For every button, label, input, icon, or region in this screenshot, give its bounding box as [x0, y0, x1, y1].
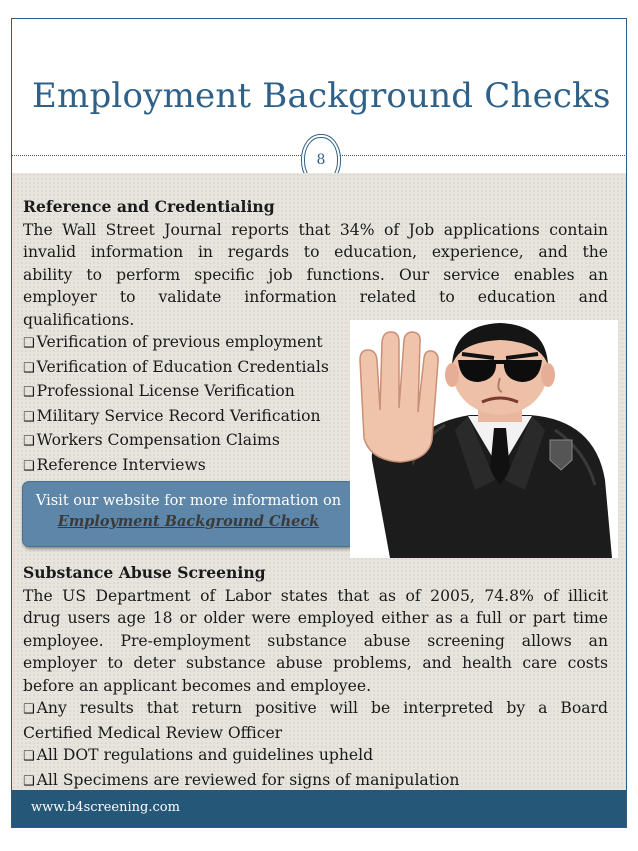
checkbox-icon: ❑: [23, 336, 35, 351]
paragraph-line: drug users age 18 or older were employed either as a full or part time: [23, 609, 608, 627]
security-guard-illustration: [350, 320, 618, 558]
paragraph-line: invalid information in regards to education, experience, and the: [23, 243, 608, 261]
section-substance: [23, 562, 608, 793]
paragraph-line: The US Department of Labor states that as of 2005, 74.8% of illicit: [23, 586, 608, 605]
list-item: ❑ Reference Interviews: [23, 455, 206, 474]
checkbox-icon: ❑: [23, 749, 35, 764]
page-number-badge: 8: [304, 137, 338, 183]
checkbox-icon: ❑: [23, 773, 35, 789]
paragraph-line: ability to perform specific job functions. Our service enables an: [23, 265, 608, 284]
paragraph-line: before an applicant becomes and employee.: [23, 676, 372, 695]
list-item: ❑ Professional License Verification: [23, 382, 295, 400]
employment-background-check-link[interactable]: Employment Background Check: [57, 513, 320, 530]
footer-url[interactable]: www.b4screening.com: [31, 800, 180, 815]
section-heading: Reference and Credentialing: [23, 197, 275, 216]
checkbox-icon: ❑: [23, 458, 35, 474]
list-item: ❑ All Specimens are reviewed for signs of manipulation: [23, 770, 460, 789]
paragraph-line: employee. Pre-employment substance abuse screening allows an: [23, 631, 608, 650]
paragraph-line: employer to deter substance abuse problems, and health care costs: [23, 654, 608, 672]
list-item: ❑ Workers Compensation Claims: [23, 431, 280, 449]
checkbox-icon: ❑: [23, 434, 35, 449]
page-title: Employment Background Checks: [32, 76, 611, 116]
section-heading: Substance Abuse Screening: [23, 563, 266, 582]
website-link-button[interactable]: [22, 481, 355, 547]
list-item-continuation: Certified Medical Review Officer: [23, 723, 283, 742]
checkbox-icon: ❑: [23, 385, 35, 400]
paragraph-line: employer to validate information related to education and: [23, 288, 608, 306]
paragraph-line: The Wall Street Journal reports that 34% of Job applications contain: [23, 220, 608, 239]
checkbox-icon: ❑: [23, 360, 35, 376]
list-item: ❑ Verification of Education Credentials: [23, 357, 329, 376]
paragraph-line: qualifications.: [23, 310, 135, 329]
list-item: ❑ Verification of previous employment: [23, 333, 323, 351]
list-item: ❑ All DOT regulations and guidelines upheld: [23, 746, 374, 764]
checkbox-icon: ❑: [23, 702, 35, 717]
footer-bar: [12, 790, 626, 827]
cta-text: Visit our website for more information on: [35, 493, 342, 509]
list-item: ❑ Any results that return positive will be interpreted by a Board: [23, 699, 608, 717]
list-item: ❑ Military Service Record Verification: [23, 406, 321, 425]
checkbox-icon: ❑: [23, 409, 35, 425]
